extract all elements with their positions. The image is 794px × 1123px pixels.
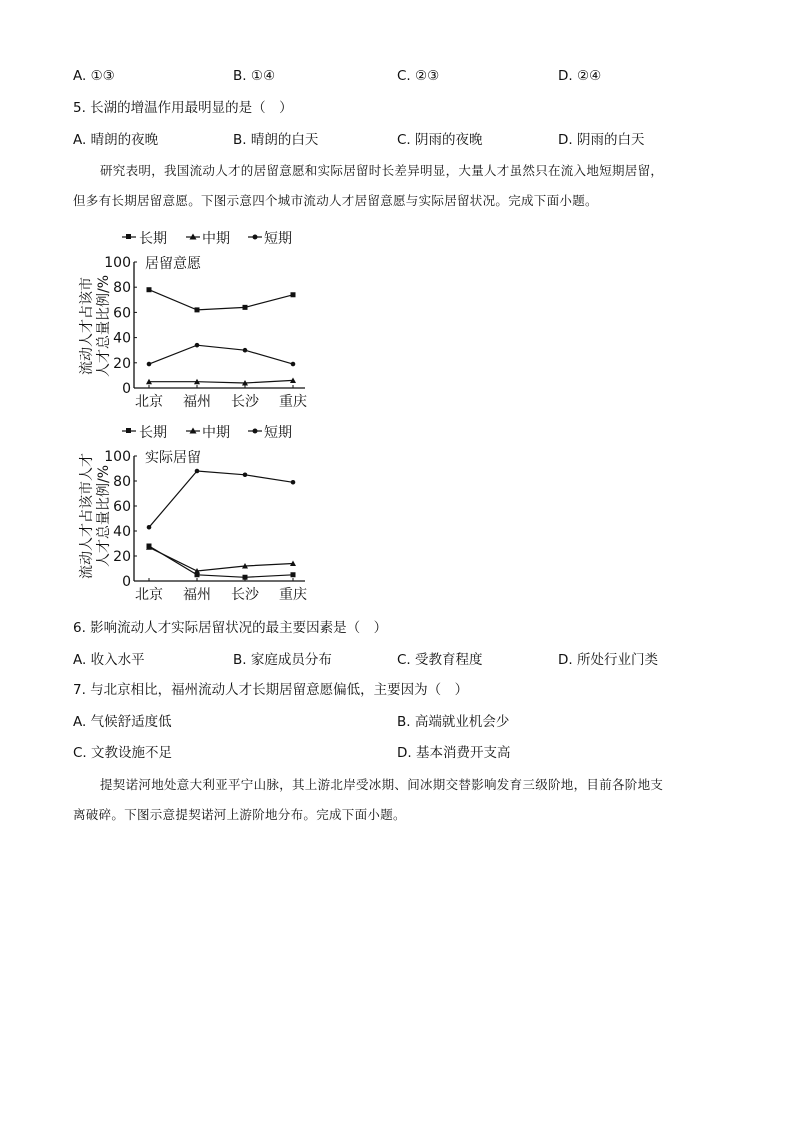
q5-option-d[interactable]: D. 阴雨的白天 [558, 132, 645, 148]
y-tick-label: 40 [113, 330, 131, 347]
data-point-circle [147, 525, 152, 530]
y-tick-label: 100 [104, 449, 131, 465]
chart2-title: 实际居留 [145, 450, 201, 466]
y-tick-label: 0 [122, 574, 131, 590]
intro2-line2: 离破碎。下图示意提契诺河上游阶地分布。完成下面小题。 [73, 807, 406, 822]
legend-label-mid: 中期 [202, 231, 230, 247]
intro2-line1: 提契诺河地处意大利亚平宁山脉，其上游北岸受冰期、间冰期交替影响发育三级阶地，目前各阶地支 [100, 777, 664, 792]
q6-option-d[interactable]: D. 所处行业门类 [558, 652, 658, 668]
y-tick-label: 80 [113, 280, 131, 297]
chart2-ylabel-line1: 流动人才占该市人才 [79, 453, 95, 579]
data-point-square [291, 572, 296, 577]
chart1-ylabel-line2: 人才总量比例/% [96, 274, 112, 378]
series-line-circle [149, 471, 293, 527]
x-tick-label: 福州 [183, 394, 211, 410]
data-point-square [243, 575, 248, 580]
q5-option-b[interactable]: B. 晴朗的白天 [233, 132, 319, 148]
data-point-circle [243, 472, 248, 477]
y-tick-label: 0 [122, 381, 131, 397]
legend-label-long: 长期 [139, 425, 167, 441]
intro1-line2: 但多有长期居留意愿。下图示意四个城市流动人才居留意愿与实际居留状况。完成下面小题。 [73, 193, 598, 208]
x-tick-label: 长沙 [231, 587, 259, 603]
x-tick-label: 北京 [135, 587, 163, 603]
q7-stem: 7. 与北京相比，福州流动人才长期居留意愿偏低，主要因为（ ） [73, 682, 469, 698]
q6-option-b[interactable]: B. 家庭成员分布 [233, 652, 332, 668]
data-point-circle [195, 469, 200, 474]
legend-circle-marker [253, 429, 258, 434]
q4-option-b[interactable]: B. ①④ [233, 68, 276, 84]
y-tick-label: 80 [113, 474, 131, 490]
x-tick-label: 重庆 [279, 587, 307, 603]
y-tick-label: 60 [113, 499, 131, 515]
q5-stem: 5. 长湖的增温作用最明显的是（ ） [73, 100, 293, 116]
q7-option-b[interactable]: B. 高端就业机会少 [397, 714, 510, 730]
data-point-circle [291, 480, 296, 485]
legend-label-short: 短期 [264, 425, 292, 441]
legend-label-mid: 中期 [202, 425, 230, 441]
x-tick-label: 北京 [135, 394, 163, 410]
q5-option-c[interactable]: C. 阴雨的夜晚 [397, 132, 483, 148]
q6-option-c[interactable]: C. 受教育程度 [397, 652, 483, 668]
y-tick-label: 40 [113, 524, 131, 540]
legend-label-short: 短期 [264, 231, 292, 247]
q6-option-a[interactable]: A. 收入水平 [73, 652, 145, 668]
legend-label-long: 长期 [139, 231, 167, 247]
q6-stem: 6. 影响流动人才实际居留状况的最主要因素是（ ） [73, 620, 388, 636]
q7-option-c[interactable]: C. 文教设施不足 [73, 745, 173, 761]
chart1-ylabel-line1: 流动人才占该市 [79, 277, 95, 375]
q4-option-a[interactable]: A. ①③ [73, 68, 115, 84]
intro1-line1: 研究表明，我国流动人才的居留意愿和实际居留时长差异明显，大量人才虽然只在流入地短期居留， [100, 163, 664, 178]
q4-option-c[interactable]: C. ②③ [397, 68, 440, 84]
chart1-title: 居留意愿 [145, 256, 201, 272]
x-tick-label: 福州 [183, 587, 211, 603]
q4-option-d[interactable]: D. ②④ [558, 68, 602, 84]
legend-square-marker [126, 428, 131, 433]
q7-option-d[interactable]: D. 基本消费开支高 [397, 745, 511, 761]
series-line-square [149, 546, 293, 577]
y-tick-label: 20 [113, 355, 131, 372]
y-tick-label: 60 [113, 305, 131, 322]
y-tick-label: 20 [113, 549, 131, 565]
q5-option-a[interactable]: A. 晴朗的夜晚 [73, 132, 159, 148]
x-tick-label: 长沙 [231, 394, 259, 410]
y-tick-label: 100 [104, 255, 131, 271]
x-tick-label: 重庆 [279, 394, 307, 410]
chart2-legend [122, 424, 292, 441]
q7-option-a[interactable]: A. 气候舒适度低 [73, 714, 172, 730]
chart2-ylabel-line2: 人才总量比例/% [96, 464, 112, 568]
